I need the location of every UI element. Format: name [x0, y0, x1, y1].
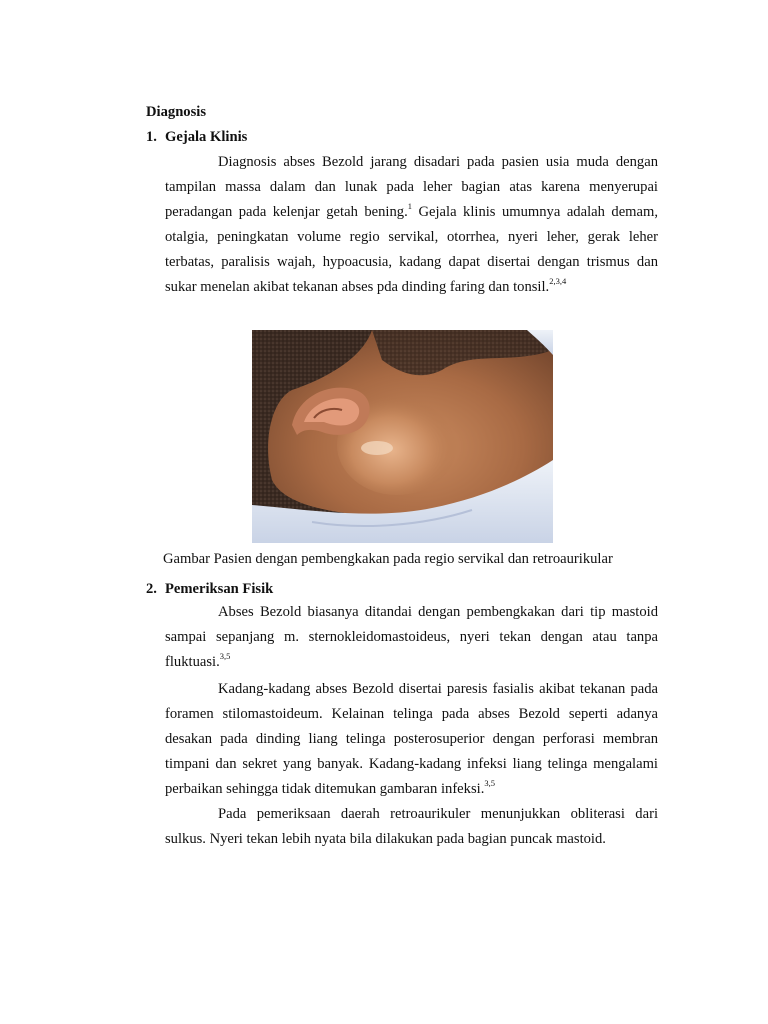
section-1-paragraph	[165, 150, 658, 300]
section-2-number: 2.	[146, 581, 157, 597]
section-1-number: 1.	[146, 129, 157, 145]
section-2-title	[146, 580, 273, 598]
patient-neck-illustration	[252, 330, 553, 543]
page-heading: Diagnosis	[146, 104, 207, 120]
section-2-paragraph-2	[165, 677, 658, 802]
figure-caption: Gambar Pasien dengan pembengkakan pada regio servikal dan retroaurikular	[163, 551, 613, 567]
section-2-text-1: Abses Bezold biasanya ditandai dengan pembengkakan dari tip mastoid sampai sepanjang m. sternokleidomastoideus, nyeri tekan dengan atau tanpa fluktuasi.	[165, 604, 658, 670]
section-1-title	[146, 128, 247, 146]
citation-ref: 2,3,4	[549, 276, 567, 286]
citation-ref: 1	[407, 201, 412, 211]
section-1-text-2: Gejala klinis umumnya adalah demam, otalgia, peningkatan volume regio servikal, otorrhea, nyeri leher, gerak leher terbatas, paralisis wajah, hypoacusia, kadang dapat disertai dengan trismus dan sukar menelan akibat tekanan abses pda dinding faring dan tonsil.	[165, 204, 658, 295]
section-1-text-1: Diagnosis abses Bezold jarang disadari pada pasien usia muda dengan tampilan massa dalam dan lunak pada leher bagian atas karena menyerupai peradangan pada kelenjar getah bening.	[165, 154, 658, 220]
section-2-text-3: Pada pemeriksaan daerah retroaurikuler menunjukkan obliterasi dari sulkus. Nyeri tekan lebih nyata bila dilakukan pada bagian puncak mastoid.	[165, 806, 658, 847]
section-2-text-2: Kadang-kadang abses Bezold disertai paresis fasialis akibat tekanan pada foramen stilomastoideum. Kelainan telinga pada abses Bezold seperti adanya desakan pada dinding liang telinga posterosuperior dengan perforasi membran timpani dan sekret yang banyak. Kadang-kadang infeksi liang telinga mengalami perbaikan sehingga tidak ditemukan gambaran infeksi.	[165, 681, 658, 797]
section-2-paragraph-1	[165, 600, 658, 675]
patient-neck-photo	[252, 330, 553, 543]
section-2-paragraph-3	[165, 802, 658, 852]
citation-ref: 3,5	[219, 651, 231, 661]
section-2-title-text: Pemeriksan Fisik	[165, 581, 274, 597]
citation-ref: 3,5	[484, 778, 495, 788]
section-1-title-text: Gejala Klinis	[165, 129, 248, 145]
